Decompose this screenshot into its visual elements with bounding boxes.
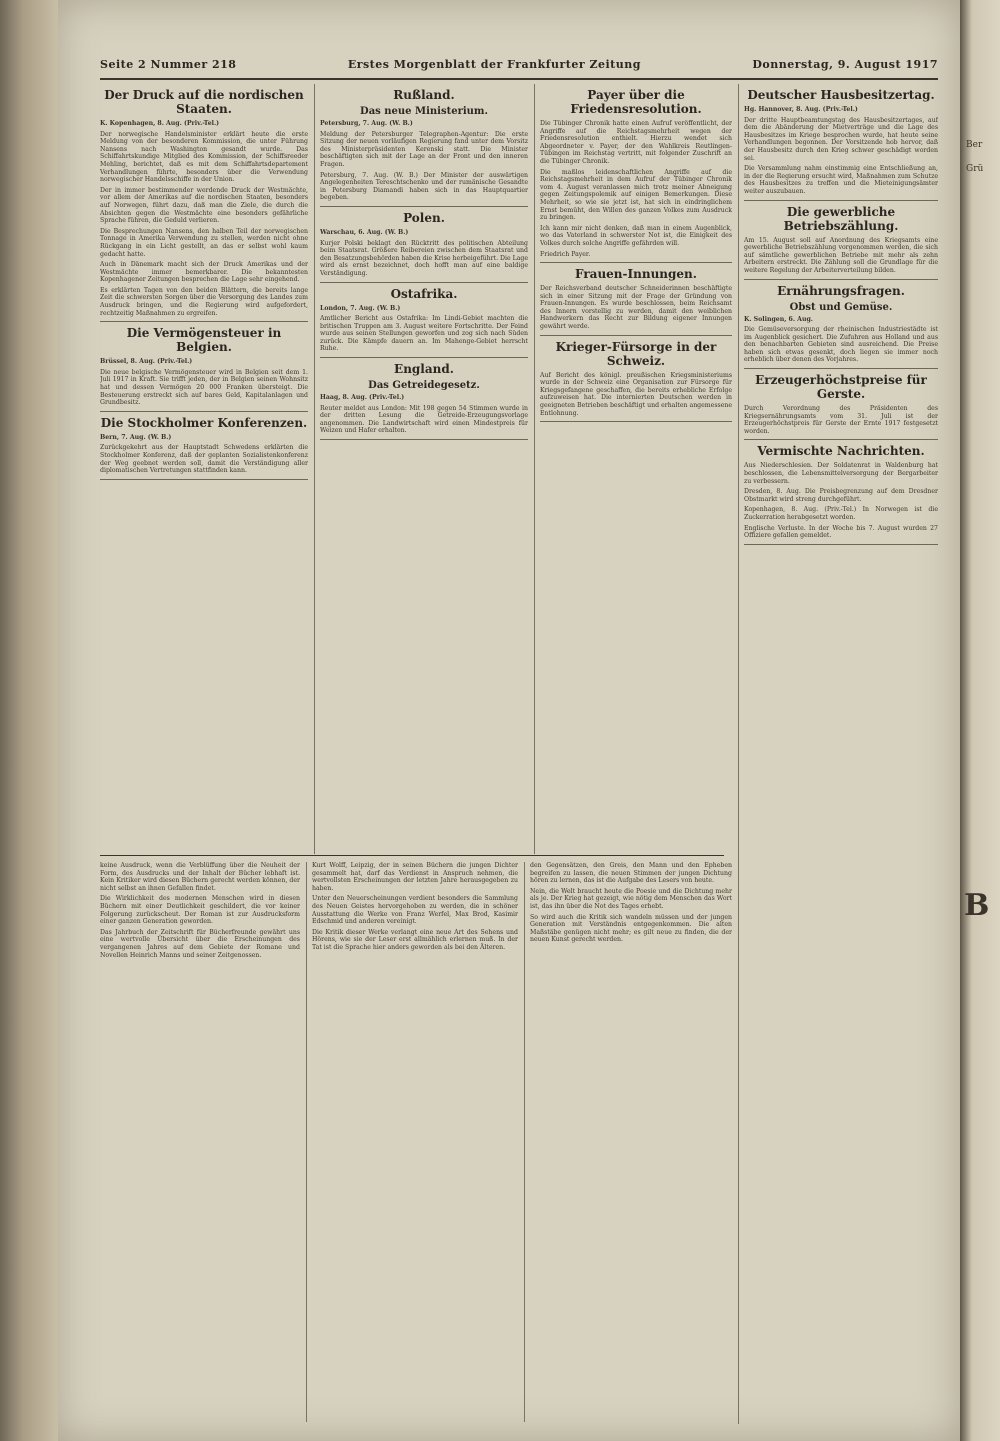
header-rule (100, 78, 938, 80)
article-paragraph: Friedrich Payer. (540, 250, 591, 258)
column-3 (540, 84, 732, 854)
article-paragraph: Aus Niederschlesien. Der Soldatenrat in Waldenburg hat beschlossen, die Lebensmittelversorgung der Bergarbeiter zu verbessern. (744, 462, 938, 485)
article-dateline: Warschau, 6. Aug. (W. B.) (320, 228, 409, 236)
column-1 (100, 84, 308, 854)
header-left: Seite 2 Nummer 218 (100, 58, 237, 71)
article-title: Erzeugerhöchstpreise für Gerste. (755, 373, 927, 402)
article-divider (540, 335, 732, 336)
article-dateline: K. Solingen, 6. Aug. (744, 315, 813, 323)
header-center: Erstes Morgenblatt der Frankfurter Zeitung (347, 58, 641, 71)
article-paragraph: Englische Verluste. In der Woche bis 7. August wurden 27 Offiziere gefallen gemeldet. (744, 524, 938, 540)
article-title: Vermischte Nachrichten. (757, 444, 925, 459)
next-page-edge: Ber Grü B (960, 0, 1000, 1441)
feuilleton-paragraph: Das Jahrbuch der Zeitschrift für Bücherfreunde gewährt uns eine wertvolle Übersicht über die Erscheinungen des vergangenen Jahres auf dem Gebiete der Romane und Novellen Heinrich Manns und seiner Zeitgenossen. (100, 928, 300, 959)
feuilleton-rule (100, 855, 724, 856)
article-paragraph: Auf Bericht des königl. preußischen Kriegsministeriums wurde in der Schweiz eine Organisation zur Fürsorge für Kriegsgefangene geschaffen, die bereits erhebliche Erfolge aufzuweisen hat. Die internierten Deutschen werden in geeigneten Betrieben beschäftigt und erhalten angemessene Entlohnung. (540, 371, 732, 417)
article-title: Deutscher Hausbesitzertag. (747, 88, 935, 102)
article-paragraph: Der dritte Hauptbeamtungstag des Hausbesitzertages, auf dem die Abänderung der Mietverträge und die Lage des Hausbesitzes im Kriege besprochen wurde, hat heute seine Verhandlungen begonnen. Der Vorsitzende hob hervor, daß der Hausbesitz durch den Krieg schwer geschädigt worden sei. (744, 116, 938, 162)
article-paragraph: Kurjer Polski beklagt den Rücktritt des politischen Abteilung beim Staatsrat. Größere Reibereien zwischen dem Staatsrat und den Besatzungsbehörden haben die Krise herbeigeführt. Die Lage wird als ernst bezeichnet, doch hofft man auf eine baldige Verständigung. (320, 239, 528, 277)
page-header (100, 58, 938, 76)
article-paragraph: Reuter meldet aus London: Mit 198 gegen 54 Stimmen wurde in der dritten Lesung die Getreide-Erzeugungsvorlage angenommen. Die Landwirtschaft wird einen Mindestpreis für Weizen und Hafer erhalten. (320, 404, 528, 435)
header-right: Donnerstag, 9. August 1917 (752, 58, 938, 71)
article-paragraph: Der Reichsverband deutscher Schneiderinnen beschäftigte sich in einer Sitzung mit der Frage der Gründung von Frauen-Innungen. Es wurde beschlossen, beim Reichsamt des Innern vorstellig zu werden, damit den weiblichen Handwerkern das Recht zur Bildung eigener Innungen gewährt werde. (540, 285, 732, 331)
article-paragraph: Die Gemüseversorgung der rheinischen Industriestädte ist im Augenblick gesichert. Die Zufuhren aus Holland und aus den benachbarten Gebieten sind ausreichend. Die Preise haben sich etwas gesenkt, doch liegen sie immer noch erheblich über denen des Vorjahres. (744, 326, 938, 364)
article-title: Die Vermögensteuer in Belgien. (126, 326, 282, 355)
column-separator (738, 84, 739, 1424)
article-paragraph: Die Besprechungen Nansens, den halben Teil der norwegischen Tonnage in Amerika Verwendung zu stellen, werden nicht ohne Rückgang in ein Licht gestellt, an das er selbst wohl kaum gedacht hatte. (100, 227, 308, 258)
article-paragraph: Meldung der Petersburger Telegraphen-Agentur: Die erste Sitzung der neuen vorläufigen Regierung fand unter dem Vorsitz des Ministerpräsidenten Kerenski statt. Die Minister beschäftigten sich mit der Lage an der Front und den inneren Fragen. (320, 130, 528, 168)
article-dateline: Brüssel, 8. Aug. (Priv.-Tel.) (100, 358, 193, 366)
article-title: England. (394, 362, 454, 377)
article-paragraph: Kopenhagen, 8. Aug. (Priv.-Tel.) In Norwegen ist die Zuckerration herabgesetzt worden. (744, 506, 938, 521)
feuilleton-paragraph: Kurt Wolff, Leipzig, der in seinen Büchern die jungen Dichter gesammelt hat, darf das Verdienst in Anspruch nehmen, die wertvollsten Erscheinungen der letzten Jahre herausgegeben zu haben. (312, 862, 518, 892)
article-divider (320, 206, 528, 207)
book-binding-left (0, 0, 58, 1441)
article-paragraph: Die neue belgische Vermögensteuer wird in Belgien seit dem 1. Juli 1917 in Kraft. Sie trifft jeden, der in Belgien seinen Wohnsitz hat und dessen Vermögen 20 000 Franken übersteigt. Die Besteuerung erstreckt sich auf bares Geld, Kapitalanlagen und Grundbesitz. (100, 368, 308, 407)
article-divider (744, 439, 938, 440)
article-divider (320, 439, 528, 440)
article-paragraph: Auch in Dänemark macht sich der Druck Amerikas und der Westmächte immer bemerkbarer. Die bekanntesten Kopenhagener Zeitungen besprechen die Lage sehr eingehend. (100, 261, 308, 284)
article-paragraph: Durch Verordnung des Präsidenten des Kriegsernährungsamts vom 31. Juli ist der Erzeugerhöchstpreis für Gerste der Ernte 1917 festgesetzt worden. (744, 405, 938, 435)
article-divider (744, 368, 938, 369)
article-divider (100, 321, 308, 322)
article-paragraph: Petersburg, 7. Aug. (W. B.) Der Minister der auswärtigen Angelegenheiten Tereschtschenko und der rumänische Gesandte in Petersburg Diamandi haben sich in das Hauptquartier begeben. (320, 171, 528, 202)
column-2 (320, 84, 528, 854)
article-divider (100, 479, 308, 480)
article-title: Payer über die Friedensresolution. (570, 88, 702, 116)
article-paragraph: Dresden, 8. Aug. Die Preisbegrenzung auf dem Dresdner Obstmarkt wird streng durchgeführt. (744, 488, 938, 503)
article-title: Ostafrika. (390, 286, 458, 301)
article-dateline: Haag, 8. Aug. (Priv.-Tel.) (320, 394, 405, 402)
article-divider (540, 421, 732, 422)
feuilleton-column-3 (530, 862, 732, 1422)
article-paragraph: Die Tübinger Chronik hatte einen Aufruf veröffentlicht, der Angriffe auf die Reichstagsmehrheit wegen der Friedensresolution enthielt. Hierzu wendet sich Abgeordneter v. Payer, der den Wahlkreis Reutlingen-Tübingen im Reichstag vertritt, mit folgender Zuschrift an die Tübinger Chronik. (540, 120, 732, 165)
column-separator (314, 84, 315, 854)
newspaper-page (58, 0, 960, 1441)
article-title: Frauen-Innungen. (575, 267, 697, 282)
article-divider (320, 282, 528, 283)
column-4 (744, 84, 938, 1424)
article-subtitle: Das Getreidegesetz. (368, 380, 480, 392)
article-dateline: Hg. Hannover, 8. Aug. (Priv.-Tel.) (744, 106, 858, 113)
article-divider (744, 544, 938, 545)
feuilleton-paragraph: Die Kritik dieser Werke verlangt eine neue Art des Sehens und Hörens, wie sie der Leser erst allmählich erlernen muß. In der Tat ist die Sprache hier anders geworden als bei den Älteren. (312, 928, 518, 951)
article-title: Rußland. (393, 88, 455, 102)
article-dateline: Petersburg, 7. Aug. (W. B.) (320, 120, 413, 127)
article-paragraph: Ich kann mir nicht denken, daß man in einem Augenblick, wo das Vaterland in schwerster Not ist, die Einigkeit des Volkes durch solche Angriffe gefährden will. (540, 224, 732, 247)
article-title: Die gewerbliche Betriebszählung. (783, 204, 899, 233)
article-dateline: Bern, 7. Aug. (W. B.) (100, 433, 172, 441)
feuilleton-paragraph: Nein, die Welt braucht heute die Poesie und die Dichtung mehr als je. Der Krieg hat gezeigt, wie nötig dem Menschen das Wort ist, das ihn über die Not des Tages erhebt. (530, 887, 732, 910)
article-divider (100, 411, 308, 412)
article-subtitle: Obst und Gemüse. (789, 301, 893, 313)
article-title: Polen. (403, 210, 445, 225)
feuilleton-paragraph: den Gegensätzen, den Greis, den Mann und den Epheben begreifen zu lassen, die neuen Stimmen der jungen Dichtung hören zu lernen, das ist die Aufgabe des Lesers von heute. (530, 862, 732, 885)
article-dateline: London, 7. Aug. (W. B.) (320, 304, 401, 312)
article-divider (540, 262, 732, 263)
article-paragraph: Die Versammlung nahm einstimmig eine Entschließung an, in der die Regierung ersucht wird, Maßnahmen zum Schutze des Hausbesitzes zu treffen und die Mieteinigungsämter weiter auszubauen. (744, 165, 938, 195)
article-title: Der Druck auf die nordischen Staaten. (104, 88, 304, 116)
feuilleton-paragraph: keine Ausdruck, wenn die Verblüffung über die Neuheit der Form, des Ausdrucks und der Inhalt der Bücher lebhaft ist. Kein Kritiker wird diesen Büchern gerecht werden können, der nicht selbst an ihnen Gefallen findet. (100, 862, 300, 892)
article-paragraph: Es erklärten Tagen von den beiden Blättern, die bereits lange Zeit die schwersten Sorgen über die Versorgung des Landes zum Ausdruck bringen, und die Regierung wird aufgefordert, rechtzeitig Maßnahmen zu ergreifen. (100, 286, 308, 317)
article-paragraph: Die maßlos leidenschaftlichen Angriffe auf die Reichstagsmehrheit in dem Aufruf der Tübinger Chronik vom 4. August veranlassen mich trotz meiner Abneigung gegen Zeitungspolemik auf einigen Bemerkungen. Diese Mehrheit, so wie sie jetzt ist, hat sich in eindringlichem Ernst bemüht, den Willen des ganzen Volkes zum Ausdruck zu bringen. (540, 168, 732, 222)
article-paragraph: Zurückgekehrt aus der Hauptstadt Schwedens erklärten die Stockholmer Konferenz, daß der geplanten Sozialistenkonferenz der Weg geebnet werden soll, damit die Verständigung aller diplomatischen Vertretungen stattfinden kann. (100, 444, 308, 475)
article-divider (744, 200, 938, 201)
article-divider (744, 279, 938, 280)
column-separator (306, 862, 307, 1422)
feuilleton-paragraph: Unter den Neuerscheinungen verdient besonders die Sammlung des Neuen Geistes hervorgehoben zu werden, die in schöner Ausstattung die Werke von Franz Werfel, Max Brod, Kasimir Edschmid und anderen vereinigt. (312, 895, 518, 926)
feuilleton-column-2 (312, 862, 518, 1422)
feuilleton-paragraph: So wird auch die Kritik sich wandeln müssen und der jungen Generation mit Verständnis entgegenkommen. Die alten Maßstäbe genügen nicht mehr; es gilt neue zu finden, die der neuen Kunst gerecht werden. (530, 913, 732, 944)
article-paragraph: Amtlicher Bericht aus Ostafrika: Im Lindi-Gebiet machten die britischen Truppen am 3. August weitere Fortschritte. Der Feind wurde aus seinen Stellungen geworfen und zog sich nach Süden zurück. Die Kämpfe dauern an. Im Mahenge-Gebiet herrscht Ruhe. (320, 315, 528, 353)
article-paragraph: Am 15. August soll auf Anordnung des Kriegsamts eine gewerbliche Betriebszählung vorgenommen werden, die sich auf sämtliche gewerblichen Betriebe mit mehr als zehn Arbeitern erstreckt. Die Zählung soll die Grundlage für die weitere Regelung der Arbeiterverteilung bilden. (744, 236, 938, 274)
feuilleton-column-1 (100, 862, 300, 1422)
article-title: Krieger-Fürsorge in der Schweiz. (555, 339, 717, 368)
feuilleton-paragraph: Die Wirklichkeit des modernen Menschen wird in diesen Büchern mit einer Deutlichkeit geschildert, die vor keiner Folgerung zurückscheut. Der Roman ist zur Ausdrucksform einer ganzen Generation geworden. (100, 895, 300, 926)
article-title: Ernährungsfragen. (777, 283, 905, 298)
column-separator (524, 862, 525, 1422)
column-separator (534, 84, 535, 854)
article-title: Die Stockholmer Konferenzen. (100, 415, 308, 430)
article-divider (320, 357, 528, 358)
article-dateline: K. Kopenhagen, 8. Aug. (Priv.-Tel.) (100, 120, 220, 127)
article-subtitle: Das neue Ministerium. (360, 106, 488, 117)
article-paragraph: Der in immer bestimmender werdende Druck der Westmächte, vor allem der Amerikas auf die nordischen Staaten, besonders auf Norwegen, führt dazu, daß man die Ziele, die durch die Absichten gegen die Westmächte eine besonders gefährliche Sprache führen, die Geduld verlieren. (100, 186, 308, 225)
article-paragraph: Der norwegische Handelsminister erklärt heute die erste Meldung von der besonderen Kommission, die unter Führung Nansens nach Washington gesandt wurde. Das Schiffahrtskundige Mitglied des Kommission, der Schiffsreeder Mehling, berichtet, daß es mit dem Schiffahrtsdepartement Verhandlungen führte, besonders über die Verwendung norwegischer Handelsschiffe in der Union. (100, 130, 308, 184)
